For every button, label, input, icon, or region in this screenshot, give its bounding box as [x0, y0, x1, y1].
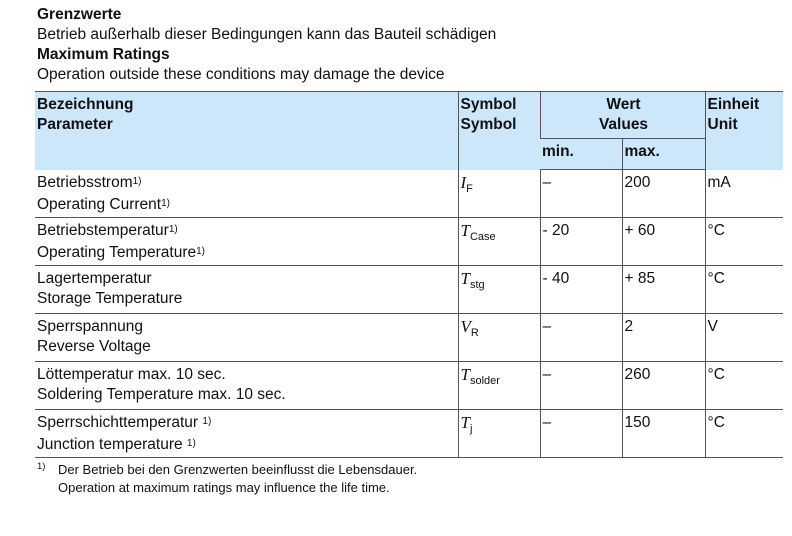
- table-row: [35, 314, 783, 362]
- symbol-letter: T: [460, 221, 470, 240]
- header-parameter-label: Parameter: [37, 116, 113, 133]
- min-value-cell: - 20: [540, 218, 622, 266]
- parameter-cell: [35, 314, 458, 362]
- parameter-name-en: [37, 289, 458, 309]
- parameter-cell: [35, 266, 458, 314]
- table-row: [35, 410, 783, 458]
- parameter-name-en-text: Storage Temperature: [37, 290, 183, 307]
- symbol-cell: [458, 314, 540, 362]
- max-value-cell: 200: [622, 170, 705, 218]
- footnote-ref: 1): [161, 197, 170, 209]
- section-subtitle-de: Betrieb außerhalb dieser Bedingungen kann das Bauteil schädigen: [37, 26, 497, 43]
- table-row: [35, 218, 783, 266]
- parameter-name-en: [37, 385, 458, 405]
- header-symbol-en-label: Symbol: [460, 116, 517, 133]
- symbol-subscript: R: [470, 327, 479, 339]
- min-value-cell: - 40: [540, 266, 622, 314]
- symbol-subscript: solder: [469, 375, 500, 387]
- parameter-name-en: [37, 337, 458, 357]
- parameter-cell: [35, 170, 458, 218]
- symbol-letter: T: [460, 413, 470, 432]
- symbol-cell: [458, 362, 540, 410]
- symbol-subscript: j: [469, 423, 473, 435]
- symbol-cell: [458, 266, 540, 314]
- footnote-ref: 1): [202, 416, 212, 427]
- parameter-name-en: [37, 243, 458, 265]
- unit-cell: mA: [705, 170, 783, 218]
- unit-cell: V: [705, 314, 783, 362]
- symbol-subscript: F: [466, 182, 473, 195]
- max-value-cell: 150: [622, 410, 705, 458]
- footnote-text-en: Operation at maximum ratings may influence the life time.: [58, 480, 390, 495]
- parameter-name-en: [37, 195, 458, 217]
- maximum-ratings-table: [35, 91, 783, 458]
- section-subtitle-en: Operation outside these conditions may damage the device: [37, 66, 445, 83]
- max-value-cell: 260: [622, 362, 705, 410]
- header-wert-label: Wert: [606, 96, 641, 113]
- footnote-marker: 1): [37, 461, 46, 472]
- symbol-cell: [458, 218, 540, 266]
- footnote-ref: 1): [186, 438, 196, 449]
- parameter-name-en-text: Operating Current: [37, 195, 162, 213]
- footnote-text-de: Der Betrieb bei den Grenzwerten beeinflusst die Lebensdauer.: [58, 462, 418, 477]
- parameter-name-en-text: Junction temperature: [37, 436, 187, 453]
- header-symbol: [458, 92, 540, 170]
- symbol-cell: [458, 170, 540, 218]
- unit-cell: °C: [705, 218, 783, 266]
- footnote: [37, 461, 417, 497]
- section-title-en: Maximum Ratings: [37, 46, 170, 63]
- parameter-name-de-text: Betriebstemperatur: [37, 222, 169, 239]
- parameter-name-en: [37, 435, 458, 457]
- parameter-cell: [35, 362, 458, 410]
- header-parameter: [35, 92, 458, 170]
- header-max: max.: [622, 139, 705, 170]
- parameter-name-de-text: Sperrspannung: [37, 318, 143, 335]
- header-symbol-de-label: Symbol: [460, 96, 517, 113]
- symbol-letter: I: [460, 172, 467, 192]
- parameter-cell: [35, 218, 458, 266]
- footnote-ref: 1): [168, 224, 178, 235]
- parameter-name-en-text: Operating Temperature: [37, 244, 197, 261]
- header-bezeichnung-label: Bezeichnung: [37, 96, 134, 113]
- unit-cell: °C: [705, 362, 783, 410]
- parameter-name-de: [37, 365, 458, 385]
- parameter-name-de-text: Löttemperatur max. 10 sec.: [37, 366, 226, 383]
- parameter-name-de: [37, 173, 458, 195]
- header-unit: [705, 92, 783, 170]
- parameter-name-de: [37, 413, 458, 435]
- max-value-cell: 2: [622, 314, 705, 362]
- symbol-letter: T: [460, 365, 470, 384]
- unit-cell: °C: [705, 410, 783, 458]
- table-row: [35, 266, 783, 314]
- table-row: [35, 362, 783, 410]
- parameter-name-en-text: Soldering Temperature max. 10 sec.: [37, 386, 286, 403]
- header-values: [540, 92, 705, 139]
- parameter-name-de-text: Sperrschichttemperatur: [37, 414, 203, 431]
- max-value-cell: + 60: [622, 218, 705, 266]
- parameter-name-de: [37, 221, 458, 243]
- header-min: min.: [540, 139, 622, 170]
- parameter-cell: [35, 410, 458, 458]
- symbol-letter: V: [460, 317, 471, 336]
- max-value-cell: + 85: [622, 266, 705, 314]
- unit-cell: °C: [705, 266, 783, 314]
- header-unit-label: Unit: [707, 116, 738, 133]
- min-value-cell: –: [540, 410, 622, 458]
- parameter-name-en-text: Reverse Voltage: [37, 338, 151, 355]
- symbol-cell: [458, 410, 540, 458]
- footnote-ref: 1): [132, 175, 142, 187]
- min-value-cell: –: [540, 314, 622, 362]
- table-row: [35, 170, 783, 218]
- parameter-name-de-text: Betriebsstrom: [37, 173, 133, 191]
- symbol-subscript: stg: [469, 279, 485, 291]
- symbol-subscript: Case: [469, 231, 496, 243]
- header-values-label: Values: [598, 116, 649, 133]
- parameter-name-de: [37, 317, 458, 337]
- header-einheit-label: Einheit: [707, 96, 760, 113]
- parameter-name-de: [37, 269, 458, 289]
- parameter-name-de-text: Lagertemperatur: [37, 270, 152, 287]
- min-value-cell: –: [540, 170, 622, 218]
- symbol-letter: T: [460, 269, 470, 288]
- section-title-de: Grenzwerte: [37, 6, 122, 23]
- min-value-cell: –: [540, 362, 622, 410]
- footnote-ref: 1): [196, 246, 206, 257]
